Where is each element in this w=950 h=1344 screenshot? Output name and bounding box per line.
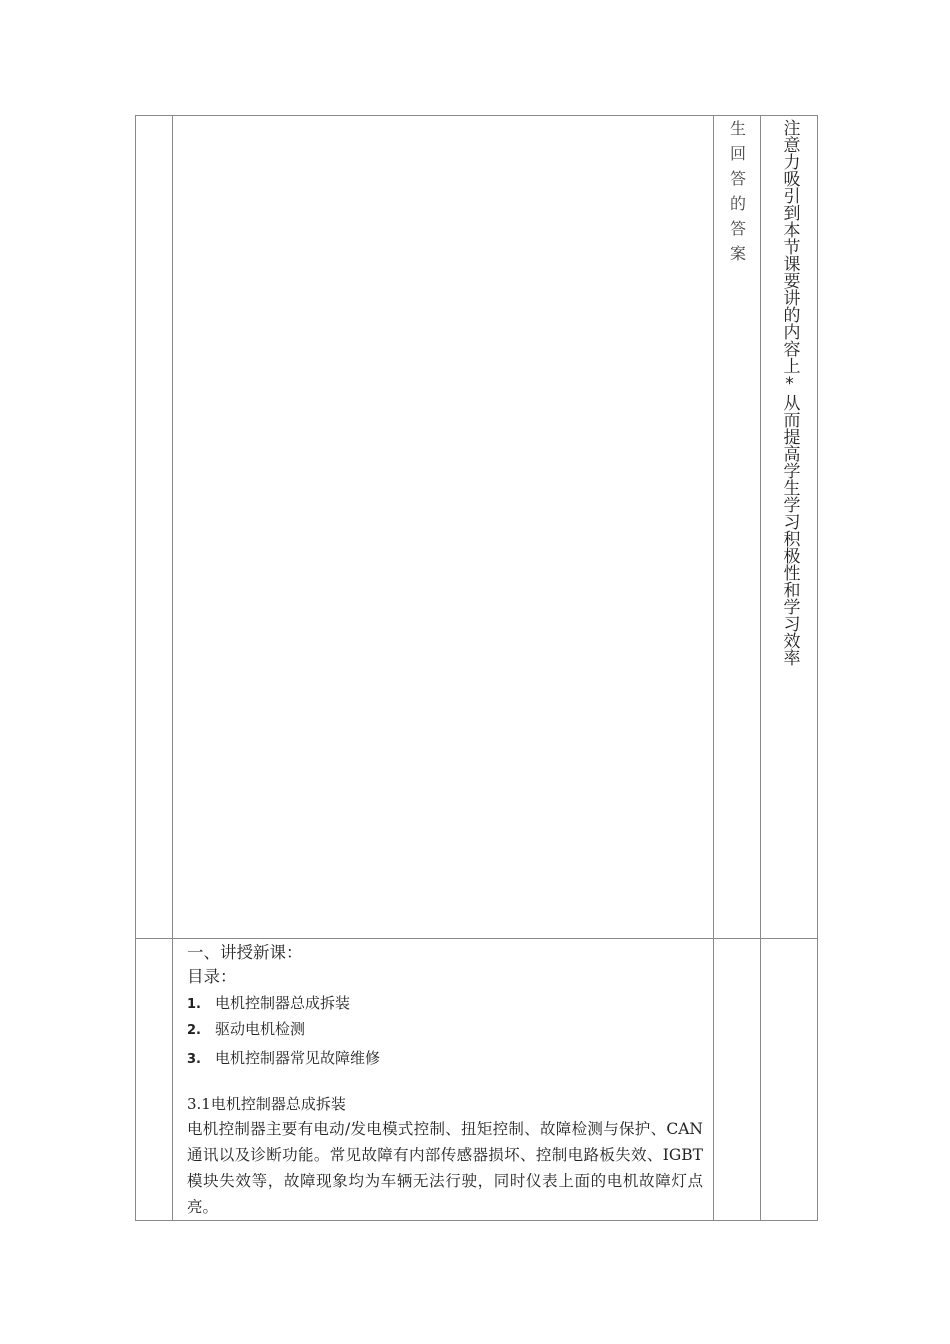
lesson-plan-table — [135, 115, 818, 1221]
subsection-title: 3.1电机控制器总成拆装 — [187, 1095, 346, 1113]
table-cell-index — [136, 939, 173, 1221]
toc-item — [187, 1046, 703, 1072]
toc-label: 目录： — [187, 967, 237, 986]
toc-item — [187, 991, 703, 1017]
lesson-content — [173, 939, 713, 1220]
toc-list — [187, 991, 703, 1072]
table-cell-student-activity — [714, 939, 761, 1221]
table-cell-content — [173, 116, 714, 939]
toc-item — [187, 1017, 703, 1043]
student-activity-vertical-text: 生回答的答案 — [727, 120, 747, 270]
table-row — [136, 116, 818, 939]
table-cell-content — [173, 939, 714, 1221]
body-paragraph: 电机控制器主要有电动/发电模式控制、扭矩控制、故障检测与保护、CAN通讯以及诊断功能。常见故障有内部传感器损坏、控制电路板失效、IGBT模块失效等，故障现象均为车辆无法行驶，同时仪表上面的电机故障灯点亮。 — [187, 1120, 703, 1216]
table-row — [136, 939, 818, 1221]
table-cell-design-intent — [761, 116, 818, 939]
design-intent-vertical-text: 注意力吸引到本节课要讲的内容上*从而提高学生学习积极性和学习效率 — [779, 119, 800, 666]
toc-item-number: 3. — [187, 1052, 201, 1067]
toc-item-text: 电机控制器常见故障维修 — [215, 1049, 381, 1067]
table-cell-index — [136, 116, 173, 939]
toc-item-number: 1. — [187, 997, 201, 1012]
spacer — [187, 1072, 703, 1092]
table-cell-design-intent — [761, 939, 818, 1221]
section-heading: 一、讲授新课： — [187, 943, 303, 962]
table-cell-student-activity — [714, 116, 761, 939]
toc-item-number: 2. — [187, 1023, 201, 1038]
toc-item-text: 驱动电机检测 — [215, 1020, 306, 1038]
toc-item-text: 电机控制器总成拆装 — [215, 994, 351, 1012]
